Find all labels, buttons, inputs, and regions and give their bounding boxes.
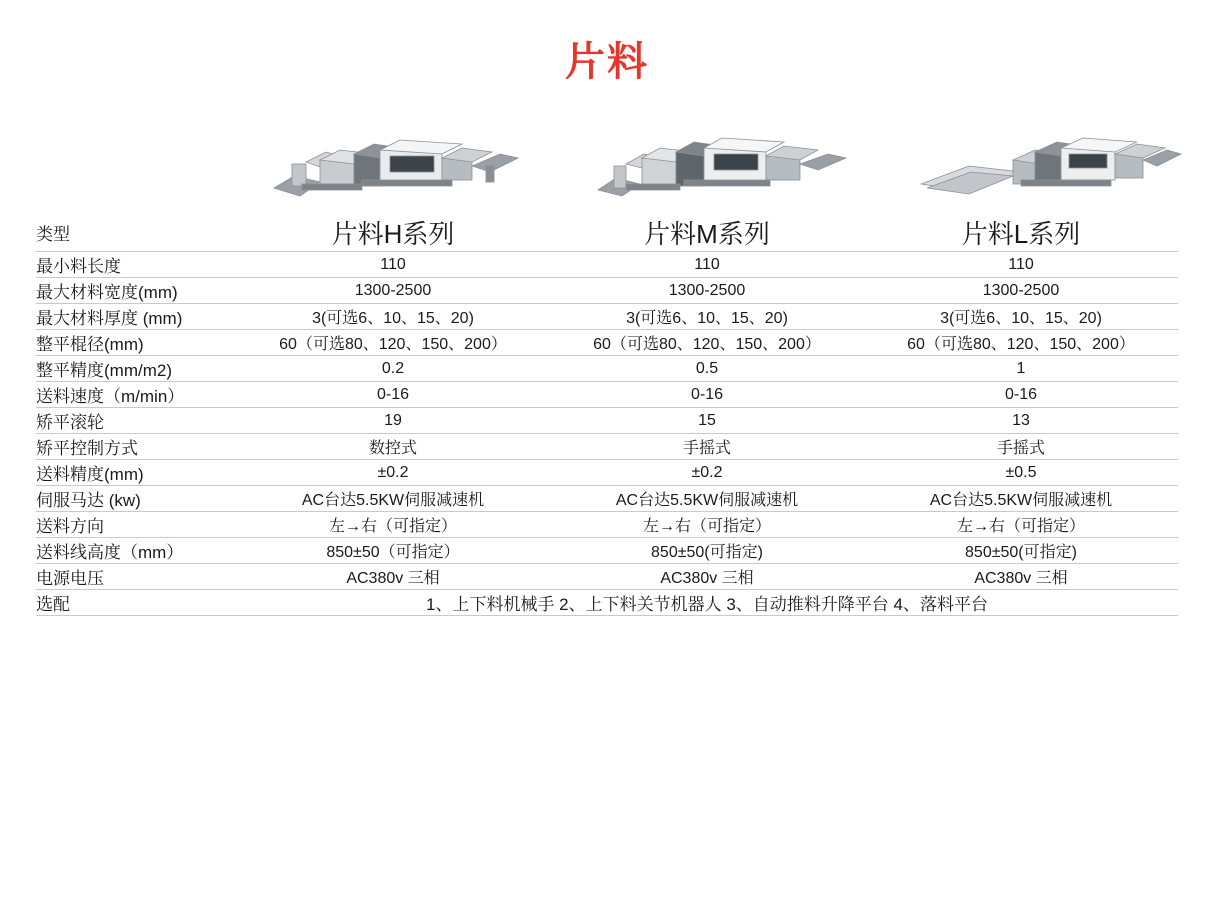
row-value-options: 1、上下料机械手 2、上下料关节机器人 3、自动推料升降平台 4、落料平台 xyxy=(236,590,1178,616)
row-value-m: ±0.2 xyxy=(550,460,864,486)
column-header-l: 片料L系列 xyxy=(864,214,1178,252)
table-row xyxy=(36,304,1178,330)
row-label: 送料速度（m/min） xyxy=(36,382,236,408)
row-value-l: 110 xyxy=(864,252,1178,278)
table-row xyxy=(36,356,1178,382)
row-value-h: AC380v 三相 xyxy=(236,564,550,590)
machine-image-l xyxy=(917,126,1185,218)
table-row xyxy=(36,278,1178,304)
row-value-m: 850±50(可指定) xyxy=(550,538,864,564)
machine-image-cell-h xyxy=(235,122,561,218)
row-value-m: 左→右（可指定） xyxy=(550,512,864,538)
row-value-m: AC台达5.5KW伺服减速机 xyxy=(550,486,864,512)
row-value-m: 110 xyxy=(550,252,864,278)
row-value-l: 850±50(可指定) xyxy=(864,538,1178,564)
row-value-m: 3(可选6、10、15、20) xyxy=(550,304,864,330)
row-value-h: ±0.2 xyxy=(236,460,550,486)
row-value-h: 60（可选80、120、150、200） xyxy=(236,330,550,356)
specifications-table xyxy=(36,214,1178,616)
machine-image-cell-m xyxy=(561,122,887,218)
row-value-h: 0-16 xyxy=(236,382,550,408)
row-value-m: 60（可选80、120、150、200） xyxy=(550,330,864,356)
row-label: 伺服马达 (kw) xyxy=(36,486,236,512)
table-row xyxy=(36,460,1178,486)
row-value-l: 手摇式 xyxy=(864,434,1178,460)
row-value-h: 3(可选6、10、15、20) xyxy=(236,304,550,330)
machine-images-row xyxy=(0,122,1214,218)
images-left-spacer xyxy=(0,122,235,218)
row-label: 最大材料宽度(mm) xyxy=(36,278,236,304)
row-label: 送料方向 xyxy=(36,512,236,538)
table-row xyxy=(36,434,1178,460)
machine-image-m xyxy=(590,126,858,218)
row-label: 整平精度(mm/m2) xyxy=(36,356,236,382)
header-label-type: 类型 xyxy=(36,214,236,252)
row-value-h: 1300-2500 xyxy=(236,278,550,304)
row-value-m: 0.5 xyxy=(550,356,864,382)
row-label: 矫平控制方式 xyxy=(36,434,236,460)
page-title: 片料 xyxy=(565,40,649,84)
column-header-m: 片料M系列 xyxy=(550,214,864,252)
row-label-options: 选配 xyxy=(36,590,236,616)
row-label: 矫平滚轮 xyxy=(36,408,236,434)
table-row xyxy=(36,382,1178,408)
row-value-l: 60（可选80、120、150、200） xyxy=(864,330,1178,356)
row-value-m: 1300-2500 xyxy=(550,278,864,304)
row-value-l: 3(可选6、10、15、20) xyxy=(864,304,1178,330)
row-value-l: 0-16 xyxy=(864,382,1178,408)
table-row xyxy=(36,538,1178,564)
row-value-h: 850±50（可指定） xyxy=(236,538,550,564)
row-value-h: 左→右（可指定） xyxy=(236,512,550,538)
table-row xyxy=(36,408,1178,434)
row-value-h: AC台达5.5KW伺服减速机 xyxy=(236,486,550,512)
table-row-options xyxy=(36,590,1178,616)
row-value-l: 左→右（可指定） xyxy=(864,512,1178,538)
row-label: 送料线高度（mm） xyxy=(36,538,236,564)
table-row xyxy=(36,252,1178,278)
table-row xyxy=(36,486,1178,512)
row-label: 最大材料厚度 (mm) xyxy=(36,304,236,330)
row-label: 整平棍径(mm) xyxy=(36,330,236,356)
table-body xyxy=(36,214,1178,616)
row-value-l: AC台达5.5KW伺服减速机 xyxy=(864,486,1178,512)
table-row xyxy=(36,512,1178,538)
table-row xyxy=(36,330,1178,356)
row-value-l: AC380v 三相 xyxy=(864,564,1178,590)
row-label: 送料精度(mm) xyxy=(36,460,236,486)
column-header-h: 片料H系列 xyxy=(236,214,550,252)
row-value-l: 1 xyxy=(864,356,1178,382)
row-value-h: 0.2 xyxy=(236,356,550,382)
table-row xyxy=(36,564,1178,590)
row-label: 最小料长度 xyxy=(36,252,236,278)
machine-image-cell-l xyxy=(888,122,1214,218)
row-value-m: 15 xyxy=(550,408,864,434)
machine-image-h xyxy=(264,126,532,218)
row-value-l: 1300-2500 xyxy=(864,278,1178,304)
table-header-row xyxy=(36,214,1178,252)
row-value-m: 0-16 xyxy=(550,382,864,408)
row-value-m: AC380v 三相 xyxy=(550,564,864,590)
row-value-m: 手摇式 xyxy=(550,434,864,460)
row-value-l: ±0.5 xyxy=(864,460,1178,486)
row-value-h: 110 xyxy=(236,252,550,278)
row-value-l: 13 xyxy=(864,408,1178,434)
row-label: 电源电压 xyxy=(36,564,236,590)
row-value-h: 19 xyxy=(236,408,550,434)
row-value-h: 数控式 xyxy=(236,434,550,460)
